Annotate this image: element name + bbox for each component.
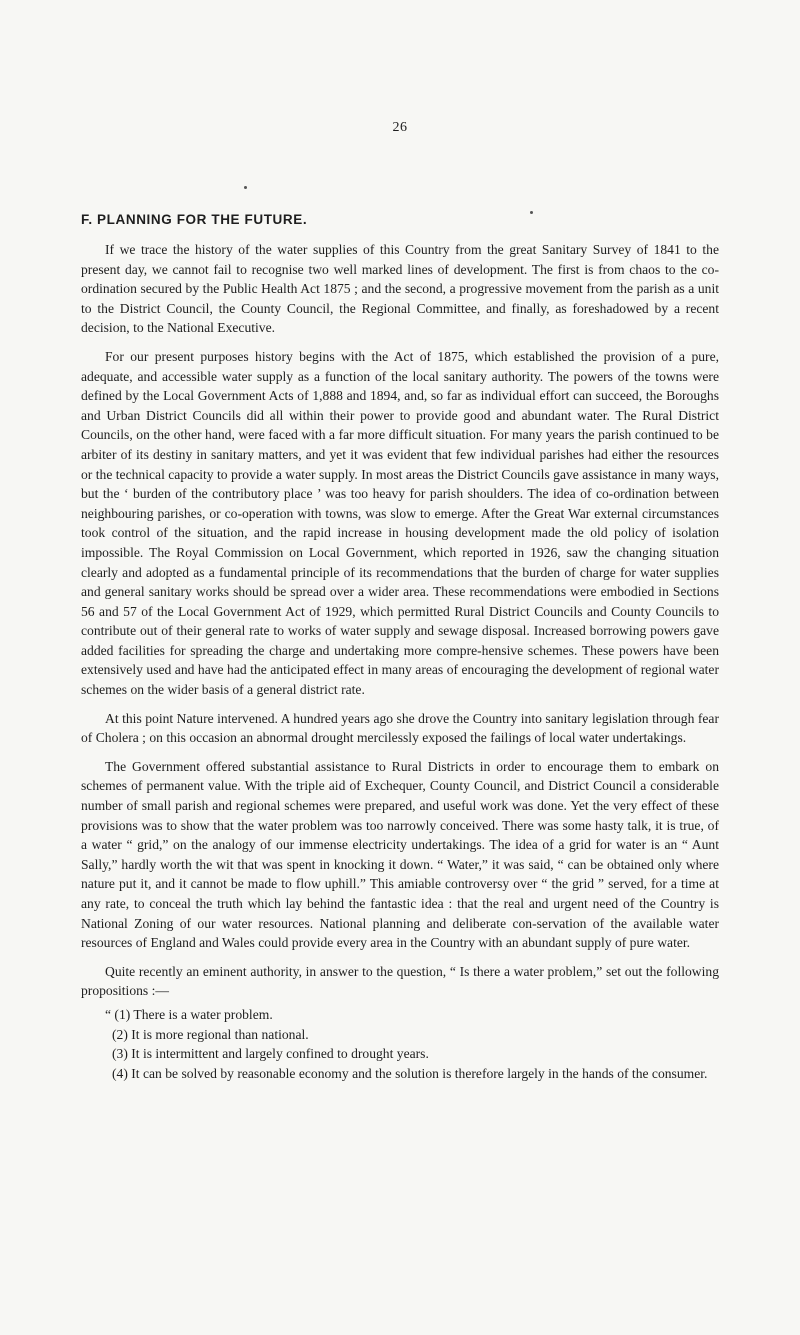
proposition-item: “ (1) There is a water problem. [105,1006,273,1022]
propositions-list [81,1005,719,1083]
body-text [81,240,719,1083]
paragraph: If we trace the history of the water supplies of this Country from the great Sanitary Survey of 1841 to the present day, we cannot fail to recognise two well marked lines of development. The first is from chaos to the co-ordination secured by the Public Health Act 1875 ; and the second, a progressive movement from the parish as a unit to the District Council, the County Council, the Regional Committee, and finally, as foreshadowed by a recent decision, to the National Executive. [81,242,719,336]
proposition-item: (2) It is more regional than national. [112,1026,309,1042]
proposition-item: (3) It is intermittent and largely confined to drought years. [112,1046,429,1062]
paragraph: At this point Nature intervened. A hundred years ago she drove the Country into sanitary legislation through fear of Cholera ; on this occasion an abnormal drought mercilessly exposed the failings of local water undertakings. [81,710,719,746]
paragraph: Quite recently an eminent authority, in answer to the question, “ Is there a water problem,” set out the following propositions :— [81,963,719,999]
print-speck [530,211,533,214]
proposition-item: (4) It can be solved by reasonable economy and the solution is therefore largely in the hands of the consumer. [112,1065,708,1081]
page-number: 26 [392,120,408,135]
print-speck [244,186,247,189]
section-heading: F. PLANNING FOR THE FUTURE. [81,212,308,227]
paragraph: The Government offered substantial assistance to Rural Districts in order to encourage them to embark on schemes of permanent value. With the triple aid of Exchequer, County Council, and District Council a considerable number of small parish and regional schemes were prepared, and useful work was done. Yet the very effect of these provisions was to show that the water problem was too narrowly conceived. There was some hasty talk, it is true, of a water “ grid,” on the analogy of our immense electricity undertakings. The idea of a grid for water is an “ Aunt Sally,” hardly worth the wit that was spent in knocking it down. “ Water,” it was said, “ can be obtained only where nature put it, and it cannot be made to flow uphill.” This amiable controversy over “ the grid ” served, for a time at any rate, to conceal the truth which lay behind the fantastic idea : that the real and urgent need of the Country is National Zoning of our water resources. National planning and deliberate con-servation of the available water resources of England and Wales could provide every area in the Country with an abundant supply of pure water. [81,758,719,951]
paragraph: For our present purposes history begins with the Act of 1875, which established the provision of a pure, adequate, and accessible water supply as a function of the local sanitary authority. The powers of the towns were defined by the Local Government Acts of 1,888 and 1894, and, so far as individual effort can succeed, the Boroughs and Urban District Councils did all within their power to provide good and abundant water. The Rural District Councils, on the other hand, were faced with a far more difficult situation. For many years the parish continued to be arbiter of its destiny in sanitary matters, and yet it was evident that few individual parishes had either the resources or the technical capacity to provide a water supply. In most areas the District Councils gave assistance in many ways, but the ‘ burden of the contributory place ’ was too heavy for parish shoulders. The idea of co-ordination between neighbouring parishes, or co-operation with towns, was slow to emerge. After the Great War external circumstances took control of the situation, and the rapid increase in housing development made the old policy of isolation impossible. The Royal Commission on Local Government, which reported in 1926, saw the changing situation clearly and adopted as a fundamental principle of its recommendations that the burden of charge for water supplies and general sanitary works should be spread over a wider area. These recommendations were embodied in Sections 56 and 57 of the Local Government Act of 1929, which permitted Rural District Councils and County Councils to contribute out of their general rate to works of water supply and sewage disposal. Increased borrowing powers gave added facilities for spreading the charge and undertaking more compre-hensive schemes. These powers have been extensively used and have had the anticipated effect in many areas of encouraging the development of regional water schemes on the wider basis of a general district rate. [81,348,719,698]
